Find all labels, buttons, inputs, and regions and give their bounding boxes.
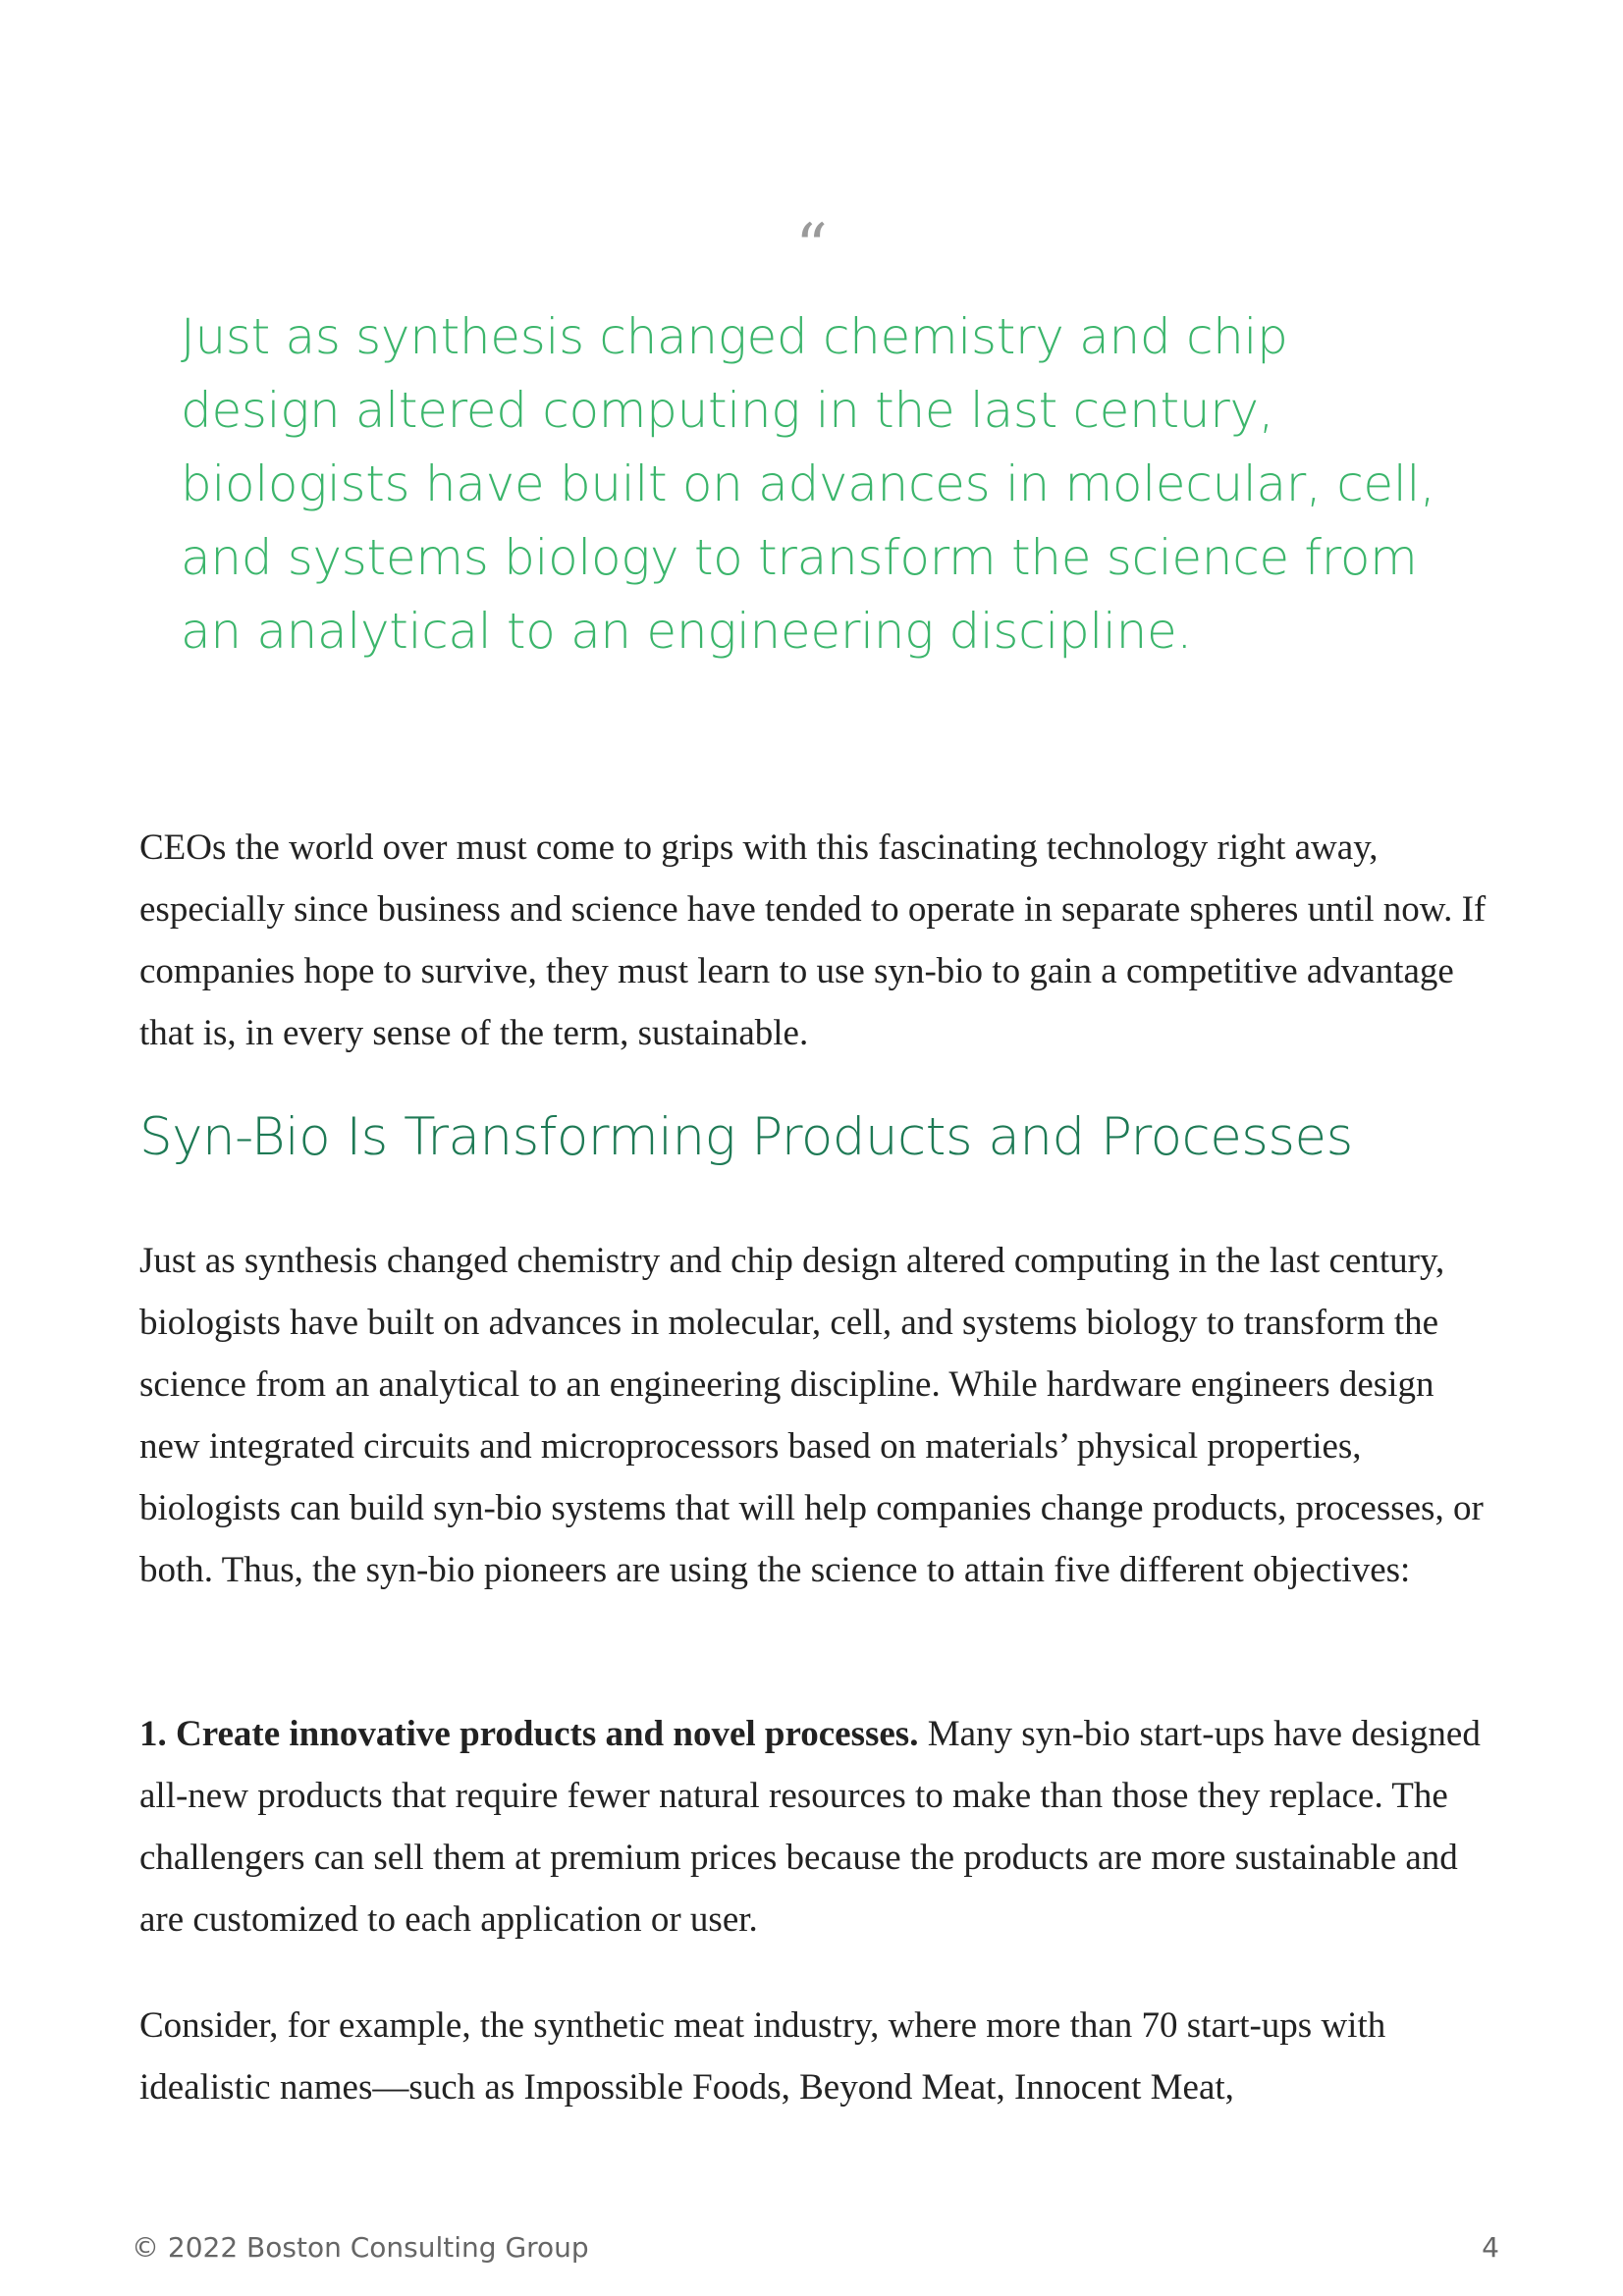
objective-1-lead: 1. Create innovative products and novel processes. [139, 1714, 919, 1754]
quote-mark-icon: “ [795, 211, 828, 284]
intro-paragraph: CEOs the world over must come to grips with this fascinating technology right away, especially since business and science have tended to operate in separate spheres until now. If companies hope to survive, they must learn to use syn-bio to gain a competitive advantage that is, in every sense of the term, sustainable. [139, 828, 1487, 1053]
section-heading: Syn-Bio Is Transforming Products and Processes [139, 1107, 1353, 1167]
transform-paragraph: Just as synthesis changed chemistry and chip design altered computing in the last century, biologists have built on advances in molecular, cell, and systems biology to transform the science from an analytical to an engineering discipline. While hardware engineers design new integrated circuits and microprocessors based on materials’ physical properties, biologists can build syn-bio systems that will help companies change products, processes, or both. Thus, the syn-bio pioneers are using the science to attain five different objectives: [139, 1241, 1484, 1590]
objective-1-paragraph [139, 1703, 1494, 1950]
objective-1-body: Many syn-bio start-ups have designed all-new products that require fewer natural resources to make than those they replace. The challengers can sell them at premium prices because the products are more sustainable and are customized to each application or user. [139, 1714, 1481, 1940]
consider-paragraph: Consider, for example, the synthetic meat industry, where more than 70 start-ups with idealistic names—such as Impossible Foods, Beyond Meat, Innocent Meat, [139, 2005, 1386, 2108]
footer-copyright: © 2022 Boston Consulting Group [132, 2231, 589, 2264]
pull-quote: Just as synthesis changed chemistry and chip design altered computing in the last century, biologists have built on advances in molecular, cell, and systems biology to transform the science from an analytical to an engineering discipline. [181, 308, 1435, 660]
page-number: 4 [1482, 2231, 1499, 2264]
